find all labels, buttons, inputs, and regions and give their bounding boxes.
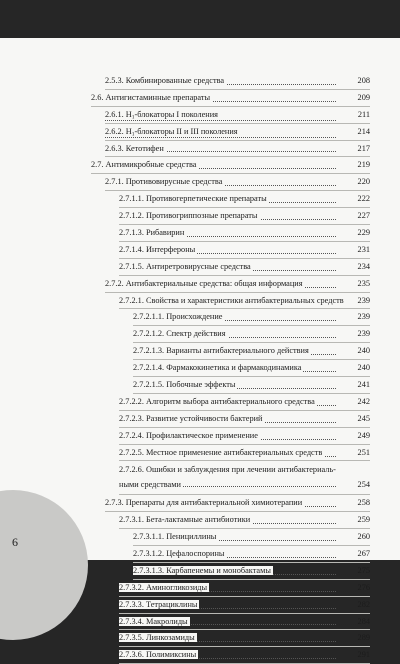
toc-entry [0, 141, 400, 158]
toc-page-number: 239 [357, 295, 370, 305]
toc-entry-title: 2.6.1. $H_1$-блокаторы I поколения [105, 107, 336, 126]
toc-entry-title: 2.5.3. Комбинированные средства [105, 73, 336, 90]
toc-entry [0, 614, 400, 631]
toc-page-number: 259 [357, 515, 370, 525]
toc-entry-title: 2.7.2.1.3. Варианты антибактериального действия [133, 343, 336, 360]
toc-page-number: 251 [357, 447, 370, 457]
toc-page-number: 241 [357, 380, 370, 390]
toc-entry-title: 2.7.1.5. Антиретровирусные средства [119, 259, 336, 276]
toc-entry [0, 191, 400, 208]
toc-entry [0, 546, 400, 563]
toc-entry-title: 2.7.1.1. Противогерпетические препараты [119, 191, 336, 208]
toc-entry [0, 394, 400, 411]
toc-page-number: 242 [357, 396, 370, 406]
toc-entry [0, 276, 400, 293]
toc-entry-title: 2.7.2.1.5. Побочные эффекты [133, 377, 336, 394]
toc-entry [0, 107, 400, 124]
toc-entry [0, 495, 400, 512]
toc-entry [0, 580, 400, 597]
toc-entry-title: 2.7.3.3. Тетрациклины [119, 597, 336, 614]
toc-page-number: 235 [357, 278, 370, 288]
toc-page-number: 258 [357, 498, 370, 508]
toc-page-number: 240 [357, 363, 370, 373]
toc-page-number: 217 [357, 143, 370, 153]
toc-page-number: 260 [357, 532, 370, 542]
toc-page-number: 267 [357, 548, 370, 558]
table-of-contents [0, 73, 400, 664]
toc-entry-title: 2.7.1.2. Противогриппозные препараты [119, 208, 336, 225]
toc-page-number: 284 [357, 616, 370, 626]
toc-entry-title: 2.7.3.5. Линкозамиды [119, 630, 336, 647]
page-number: 6 [12, 535, 18, 549]
toc-page-number: 214 [357, 126, 370, 136]
toc-entry-title: 2.7.2.1.2. Спектр действия [133, 326, 336, 343]
toc-entry-title: 2.7.1. Противовирусные средства [105, 174, 336, 191]
toc-page-number: 239 [357, 312, 370, 322]
book-page [0, 38, 400, 660]
toc-entry-title: 2.7. Антимикробные средства [91, 157, 336, 174]
toc-entry [0, 647, 400, 664]
toc-entry-title: 2.6. Антигистаминные препараты [91, 90, 336, 107]
toc-entry-title: 2.7.2.1. Свойства и характеристики антибактериальных средств [119, 293, 336, 310]
toc-page-number: 209 [357, 92, 370, 102]
toc-entry-title: 2.7.3. Препараты для антибактериальной химиотерапии [105, 495, 336, 512]
toc-entry [0, 411, 400, 428]
toc-page-number: 254 [357, 480, 370, 490]
toc-entry [0, 124, 400, 141]
toc-entry [0, 360, 400, 377]
toc-page-number: 245 [357, 413, 370, 423]
toc-entry-title: 2.6.3. Кетотифен [105, 141, 336, 158]
toc-page-number: 220 [357, 177, 370, 187]
toc-page-number: 249 [357, 430, 370, 440]
toc-page-number: 276 [357, 582, 370, 592]
toc-entry-title: 2.7.3.4. Макролиды [119, 614, 336, 631]
toc-page-number: 234 [357, 261, 370, 271]
toc-page-number: 239 [357, 329, 370, 339]
toc-entry-title: 2.7.1.3. Рибавирин [119, 225, 336, 242]
toc-entry-title: 2.7.3.1.2. Цефалоспорины [133, 546, 336, 563]
toc-entry-title: 2.7.1.4. Интерфероны [119, 242, 336, 259]
toc-entry [0, 377, 400, 394]
toc-entry-title: 2.7.2.5. Местное применение антибактериальных средств [119, 445, 336, 462]
toc-entry [0, 529, 400, 546]
toc-entry-title: 2.6.2. $H_1$-блокаторы II и III поколения [105, 124, 336, 143]
toc-entry [0, 630, 400, 647]
toc-entry [0, 343, 400, 360]
toc-entry [0, 326, 400, 343]
toc-entry-title: 2.7.3.1.1. Пенициллины [133, 529, 336, 546]
toc-entry [0, 174, 400, 191]
toc-page-number: 211 [357, 109, 370, 119]
toc-entry-title: 2.7.2.2. Алгоритм выбора антибактериального средства [119, 394, 336, 411]
toc-entry [0, 445, 400, 462]
toc-entry [0, 90, 400, 107]
toc-page-number: 289 [357, 633, 370, 643]
toc-entry [0, 512, 400, 529]
toc-page-number: 231 [357, 244, 370, 254]
toc-page-number: 275 [357, 565, 370, 575]
toc-entry [0, 563, 400, 580]
toc-page-number: 229 [357, 228, 370, 238]
toc-entry-title: 2.7.2. Антибактериальные средства: общая информация [105, 276, 336, 293]
toc-page-number: 208 [357, 76, 370, 85]
toc-page-number: 240 [357, 346, 370, 356]
toc-entry [0, 428, 400, 445]
toc-page-number: 291 [357, 650, 370, 660]
toc-page-number: 219 [357, 160, 370, 170]
toc-entry [0, 242, 400, 259]
toc-entry [0, 309, 400, 326]
toc-entry [0, 259, 400, 276]
toc-page-number: 227 [357, 211, 370, 221]
toc-entry-title: 2.7.3.2. Аминогликозиды [119, 580, 336, 597]
toc-entry-title: 2.7.3.1.3. Карбапенемы и монобактамы [133, 563, 336, 580]
toc-entry-title: 2.7.2.1.4. Фармакокинетика и фармакодинамика [133, 360, 336, 377]
toc-page-number: 222 [357, 194, 370, 204]
toc-entry-title: 2.7.3.1. Бета-лактамные антибиотики [119, 512, 336, 529]
toc-entry [0, 293, 400, 310]
toc-entry-title: 2.7.2.6. Ошибки и заблуждения при лечении антибактериаль-ными средствами [119, 462, 336, 492]
toc-entry [0, 461, 400, 495]
toc-entry [0, 208, 400, 225]
toc-entry-title: 2.7.2.1.1. Происхождение [133, 309, 336, 326]
toc-entry-title: 2.7.2.3. Развитие устойчивости бактерий [119, 411, 336, 428]
toc-entry-title: 2.7.2.4. Профилактическое применение [119, 428, 336, 445]
toc-page-number: 282 [357, 599, 370, 609]
toc-entry [0, 73, 400, 90]
toc-entry-title: 2.7.3.6. Полимиксины [119, 647, 336, 664]
toc-entry [0, 225, 400, 242]
toc-entry [0, 597, 400, 614]
toc-entry [0, 157, 400, 174]
